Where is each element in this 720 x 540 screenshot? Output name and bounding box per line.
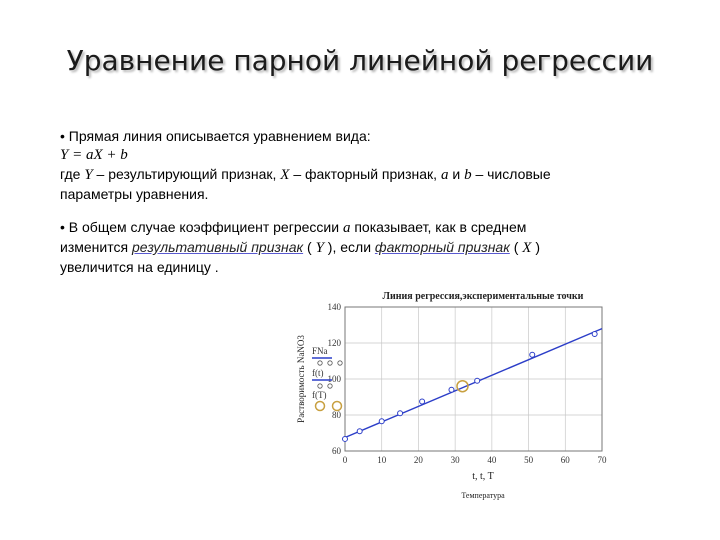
x-tick-label: 50 [524,455,534,465]
factor-attribute-link[interactable]: факторный признак [374,239,510,255]
text-fragment: ( [509,239,523,255]
y-tick-label: 80 [332,410,341,420]
definition-line-1 [60,127,660,146]
legend-marker [328,361,332,365]
x-tick-label: 70 [597,455,607,465]
x-tick-label: 0 [342,455,348,465]
text-fragment: и [448,166,465,182]
var-x: X [280,167,290,183]
y-tick-label: 60 [332,446,341,456]
regression-chart [290,284,620,506]
y-tick-label: 140 [327,302,341,312]
definition-paragraph [60,127,660,204]
x-tick-label: 60 [560,455,570,465]
bullet: • [60,219,65,235]
regression-chart-svg [290,284,620,506]
x-tick-label: 20 [413,455,423,465]
text-fragment: ), если [323,239,375,255]
text-fragment: – результирующий признак, [92,166,281,182]
x-tick-label: 40 [487,455,497,465]
data-point [449,387,454,392]
legend-marker [318,361,322,365]
definition-line-4: параметры уравнения. [60,186,209,202]
legend-label: f(T) [312,390,327,400]
legend-label: FNa [312,346,328,356]
legend-marker [318,384,322,388]
text-fragment: показывает, как в среднем [350,219,527,235]
resulting-attribute-link[interactable]: результативный признак [131,239,304,255]
x-tick-label: 10 [377,455,387,465]
legend-marker-large [316,402,325,411]
regression-equation: Y = aX + b [60,147,128,163]
data-point [357,429,362,434]
data-point [398,411,403,416]
data-point [475,378,480,383]
var-x: X [522,240,532,256]
data-point [379,419,384,424]
var-a: a [440,167,449,183]
text-fragment: изменится [60,239,132,255]
data-point [530,352,535,357]
var-y: Y [84,167,93,183]
data-point [343,436,348,441]
text-fragment: где [60,166,85,182]
text-fragment: ) [531,239,540,255]
legend-label: f(t) [312,368,324,378]
x-axis-label: t, t, T [472,471,494,482]
data-point [420,399,425,404]
bullet: • [60,128,65,144]
slide-title: Уравнение парной линейной регрессии [66,44,654,77]
coefficient-line-2 [60,238,660,258]
text-fragment: ( [303,239,316,255]
y-axis-label: Растворимость NaNO3 [296,335,306,423]
coefficient-paragraph [60,218,660,277]
coefficient-line-3: увеличится на единицу . [60,259,219,275]
x-axis-sublabel: Температура [461,491,505,500]
text-fragment: – числовые [471,166,551,182]
definition-line-3 [60,165,660,185]
x-tick-label: 30 [450,455,460,465]
coefficient-line-1 [60,218,660,238]
legend-marker [338,361,342,365]
var-b: b [464,167,472,183]
text-fragment: – факторный признак, [289,166,441,182]
chart-title: Линия регрессия,экспериментальные точки [382,291,584,302]
var-y: Y [315,240,324,256]
definition-intro-text: Прямая линия описывается уравнением вида: [68,128,371,144]
text-fragment: В общем случае коэффициент регрессии [68,219,343,235]
data-point [592,332,597,337]
y-tick-label: 120 [327,338,341,348]
chart-grid [345,307,602,451]
legend-marker [328,384,332,388]
var-a: a [342,220,351,236]
y-tick-label: 100 [327,374,341,384]
